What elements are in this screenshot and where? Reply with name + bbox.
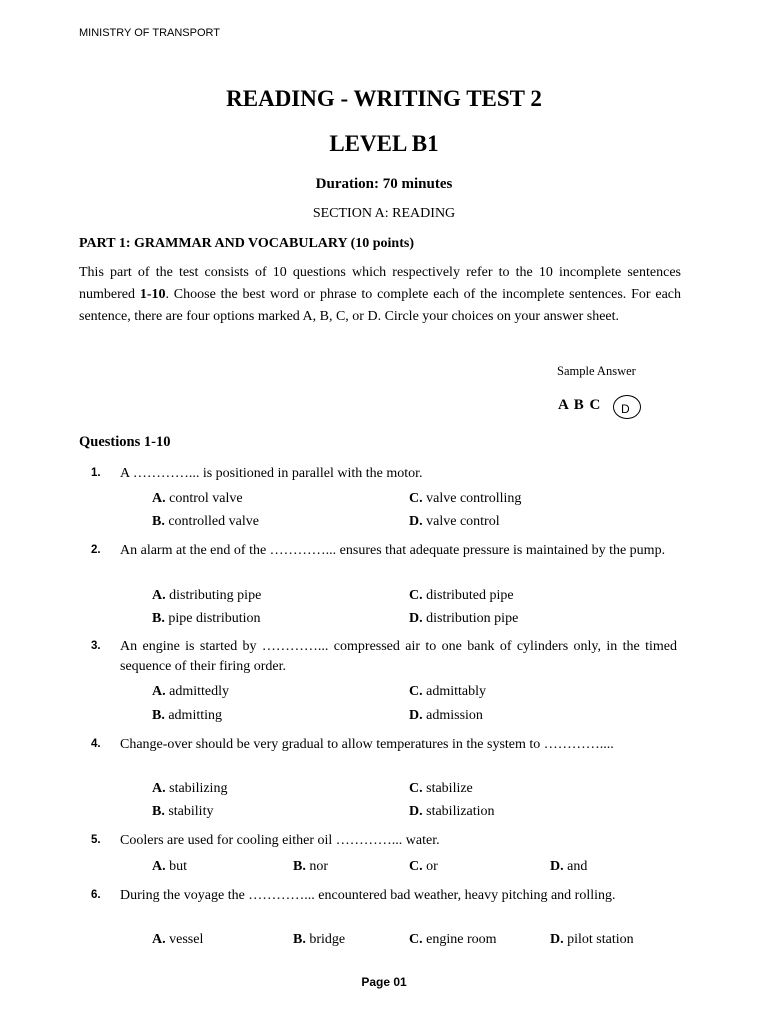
option-b[interactable] [152,708,222,724]
section-heading: SECTION A: READING [312,206,456,221]
sample-answer-label: Sample Answer [557,364,636,378]
question-number: 6. [91,889,101,901]
option-a[interactable] [152,859,187,875]
option-text: bridge [305,932,346,947]
option-letter: C. [409,491,423,506]
option-letter: D. [409,514,423,529]
question-number: 2. [91,544,101,556]
option-a[interactable] [152,684,229,700]
option-text: admittably [422,684,487,699]
option-text: admission [422,708,483,723]
option-letter: C. [409,932,423,947]
question-text: Coolers are used for cooling either oil …………... water. [120,833,440,848]
questions-heading: Questions 1-10 [79,434,171,450]
option-text: valve controlling [422,491,522,506]
sample-answer-letters: A B C [558,397,602,413]
option-b[interactable] [152,804,213,820]
instructions-paragraph [79,262,681,328]
option-letter: B. [152,708,165,723]
option-text: stability [164,804,214,819]
option-letter: C. [409,684,423,699]
option-letter: D. [409,708,423,723]
test-title: READING - WRITING TEST 2 [226,86,542,111]
option-letter: A. [152,684,166,699]
option-letter: C. [409,859,423,874]
option-text: distributing pipe [165,588,262,603]
option-text: controlled valve [164,514,259,529]
option-text: admittedly [165,684,230,699]
option-text: nor [305,859,329,874]
option-letter: A. [152,588,166,603]
option-letter: C. [409,781,423,796]
option-letter: C. [409,588,423,603]
instructions-text-2: . Choose the best word or phrase to complete each of the incomplete sentences. For each sentence, there are four options marked A, B, C, or D. Circle your choices on your answer sheet. [79,287,681,324]
option-text: but [165,859,188,874]
option-b[interactable] [293,932,345,948]
option-c[interactable] [409,932,497,948]
option-letter: A. [152,932,166,947]
option-text: pilot station [563,932,634,947]
option-letter: D. [550,932,564,947]
option-d[interactable] [550,859,587,875]
option-a[interactable] [152,491,243,507]
question-number: 5. [91,834,101,846]
option-text: valve control [422,514,500,529]
option-b[interactable] [152,514,259,530]
option-c[interactable] [409,491,521,507]
question-text: An alarm at the end of the …………... ensures that adequate pressure is maintained by the pump. [120,543,666,558]
option-c[interactable] [409,781,473,797]
part-heading: PART 1: GRAMMAR AND VOCABULARY (10 points) [79,236,414,251]
option-text: or [422,859,438,874]
option-c[interactable] [409,684,486,700]
option-letter: B. [293,932,306,947]
option-text: stabilization [422,804,495,819]
option-a[interactable] [152,588,261,604]
option-text: and [563,859,588,874]
option-letter: A. [152,859,166,874]
option-letter: D. [409,804,423,819]
option-text: vessel [165,932,204,947]
option-d[interactable] [409,611,518,627]
option-letter: B. [152,804,165,819]
option-a[interactable] [152,932,203,948]
option-letter: B. [293,859,306,874]
option-text: stabilizing [165,781,228,796]
option-text: pipe distribution [164,611,261,626]
option-text: distributed pipe [422,588,514,603]
instructions-range: 1-10 [139,287,166,302]
question-number: 1. [91,467,101,479]
option-text: admitting [164,708,223,723]
option-letter: A. [152,491,166,506]
option-d[interactable] [409,804,495,820]
question-text: A …………... is positioned in parallel with the motor. [120,466,423,481]
option-text: control valve [165,491,243,506]
option-b[interactable] [152,611,261,627]
question-number: 3. [91,640,101,652]
option-a[interactable] [152,781,227,797]
duration-label: Duration: 70 minutes [315,176,453,192]
option-d[interactable] [409,514,500,530]
sample-answer-circled-letter: D [621,402,630,416]
option-text: stabilize [422,781,473,796]
option-b[interactable] [293,859,328,875]
option-text: distribution pipe [422,611,519,626]
page-number: Page 01 [361,975,407,989]
option-c[interactable] [409,588,514,604]
level-heading: LEVEL B1 [329,131,439,156]
question-text: During the voyage the …………... encountered bad weather, heavy pitching and rolling. [120,888,616,903]
instructions-text-1: This part of the test consists of 10 questions which respectively refer to the 10 incomplete sentences numbered [79,265,681,302]
option-letter: B. [152,611,165,626]
question-text: Change-over should be very gradual to allow temperatures in the system to ………….... [120,737,614,752]
option-letter: D. [409,611,423,626]
ministry-header: MINISTRY OF TRANSPORT [79,27,220,39]
question-text: An engine is started by …………... compressed air to one bank of cylinders only, in the timed sequence of their firing order. [120,639,677,674]
option-c[interactable] [409,859,438,875]
option-text: engine room [422,932,497,947]
option-d[interactable] [550,932,634,948]
option-d[interactable] [409,708,483,724]
option-letter: D. [550,859,564,874]
question-number: 4. [91,738,101,750]
option-letter: B. [152,514,165,529]
option-letter: A. [152,781,166,796]
